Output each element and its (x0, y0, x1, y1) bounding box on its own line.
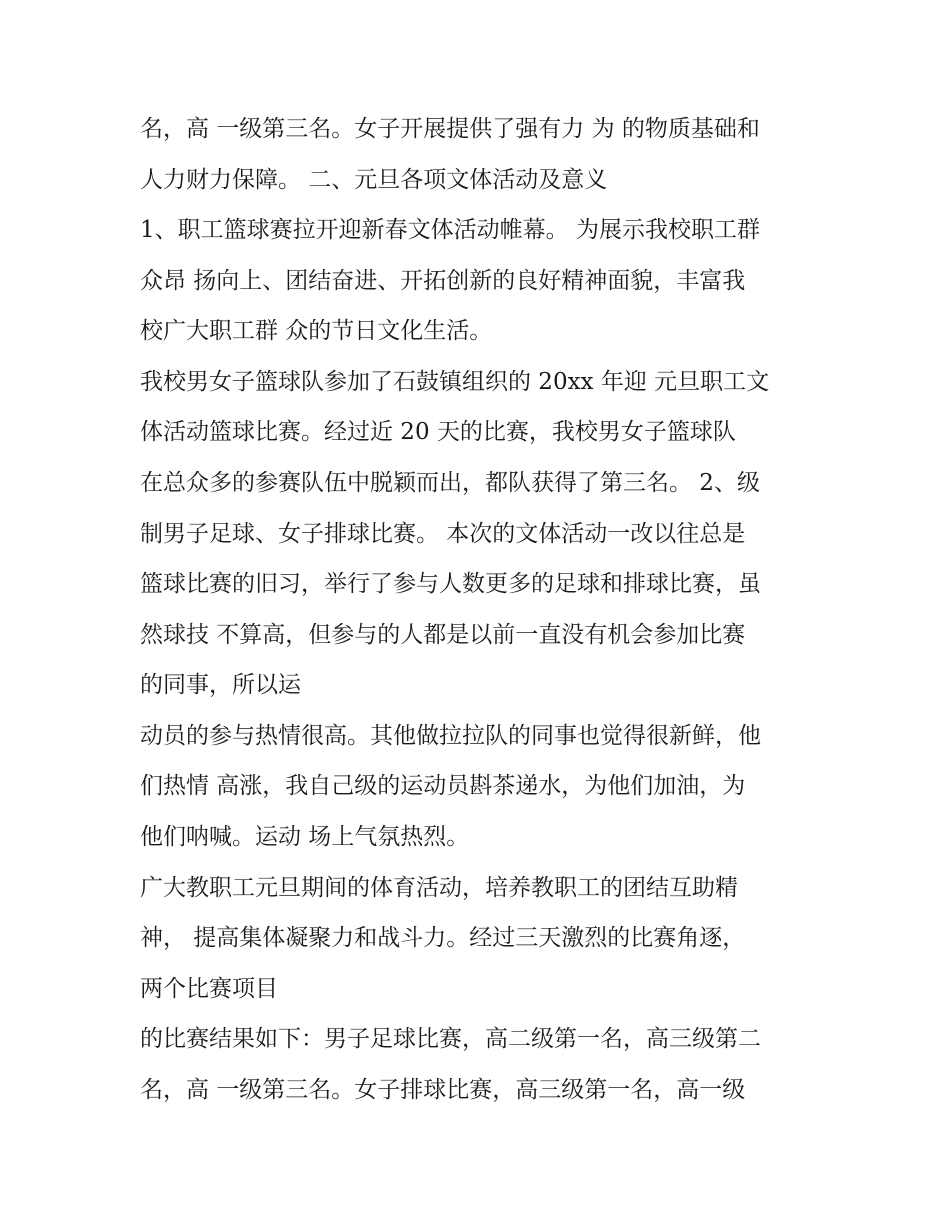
text-line: 名，高 一级第三名。女子开展提供了强有力 为 的物质基础和 (140, 116, 760, 142)
text-line: 广大教职工元旦期间的体育活动，培养教职工的团结互助精 (140, 875, 738, 901)
text-line: 众昂 扬向上、团结奋进、开拓创新的良好精神面貌，丰富我 (140, 268, 746, 294)
text-line: 神， 提高集体凝聚力和战斗力。经过三天激烈的比赛角逐， (140, 925, 746, 951)
text-line: 他们呐喊。运动 场上气氛热烈。 (140, 824, 470, 850)
text-line: 1、职工篮球赛拉开迎新春文体活动帷幕。 为展示我校职工群 (140, 217, 760, 243)
text-line: 动员的参与热情很高。其他做拉拉队的同事也觉得很新鲜，他 (140, 723, 761, 749)
text-line: 体活动篮球比赛。经过近 20 天的比赛，我校男女子篮球队 (140, 419, 736, 445)
text-line: 们热情 高涨，我自己级的运动员斟茶递水，为他们加油，为 (140, 773, 746, 799)
text-line: 校广大职工群 众的节日文化生活。 (140, 318, 493, 344)
text-line: 篮球比赛的旧习，举行了参与人数更多的足球和排球比赛，虽 (140, 571, 761, 597)
text-line: 在总众多的参赛队伍中脱颖而出，都队获得了第三名。 2、级 (140, 470, 760, 496)
text-line: 人力财力保障。 二、元旦各项文体活动及意义 (140, 167, 608, 193)
text-line: 制男子足球、女子排球比赛。 本次的文体活动一改以往总是 (140, 521, 746, 547)
text-line: 两个比赛项目 (140, 976, 278, 1002)
text-line: 名，高 一级第三名。女子排球比赛，高三级第一名，高一级 (140, 1077, 746, 1103)
text-line: 然球技 不算高，但参与的人都是以前一直没有机会参加比赛 (140, 622, 746, 648)
text-line: 我校男女子篮球队参加了石鼓镇组织的 20xx 年迎 元旦职工文 (140, 369, 770, 395)
text-line: 的同事，所以运 (140, 672, 301, 698)
text-line: 的比赛结果如下：男子足球比赛，高二级第一名，高三级第二 (140, 1026, 761, 1052)
